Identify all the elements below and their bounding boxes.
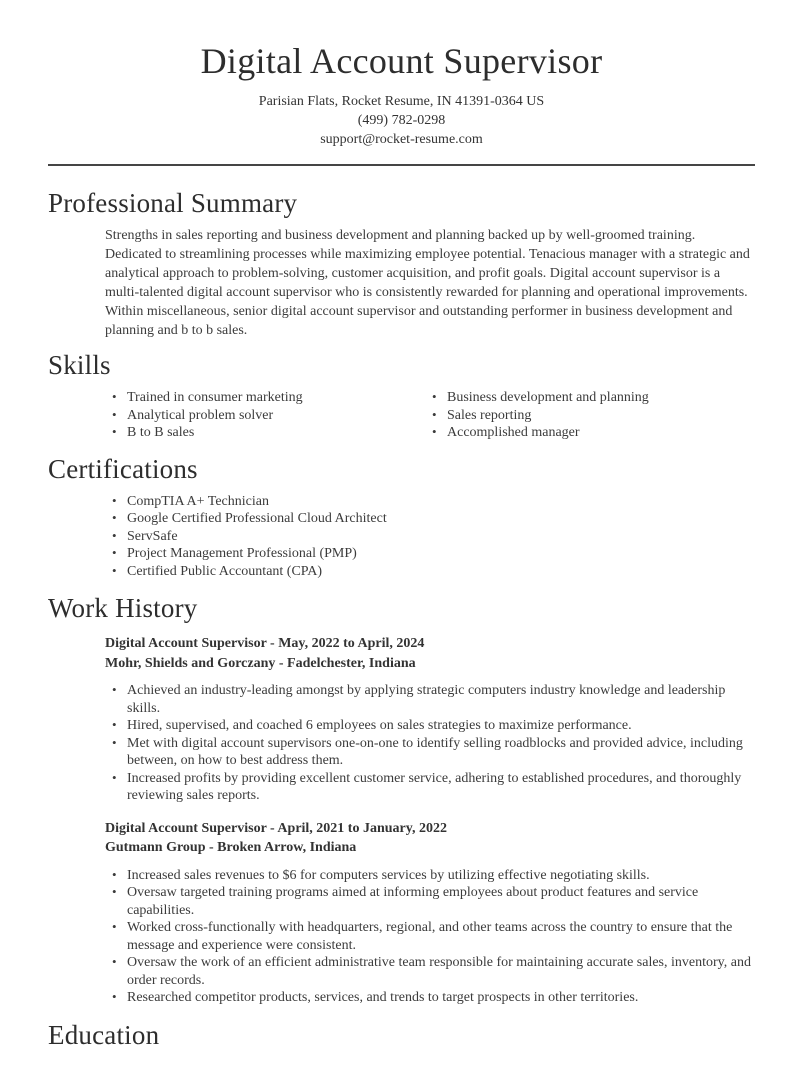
header-divider [48,164,755,166]
contact-info [48,92,755,149]
list-item: • Sales reporting [425,407,755,425]
list-item: • Achieved an industry-leading amongst by applying strategic computers industry knowledge and leadership skills. [105,682,755,717]
job-entry [48,819,755,1007]
section-skills [48,350,755,442]
job-title: Digital Account Supervisor - April, 2021 to January, 2022 [105,820,447,836]
contact-address: Parisian Flats, Rocket Resume, IN 41391-0364 US [258,94,545,109]
resume-title: Digital Account Supervisor [200,41,603,81]
professional-summary-text: Strengths in sales reporting and business development and planning backed up by well-groomed training. Dedicated to streamlining processes while maximizing employee potential. Tenacious manager with a strategic and analytical approach to problem-solving, customer acquisition, and profit goals. Digital account supervisor is a multi-talented digital account supervisor who is consistently rewarded for planning and operational improvements. Within miscellaneous, senior digital account supervisor and outstanding performer in business development and planning and b to b sales. [105,228,750,338]
list-item: • Worked cross-functionally with headquarters, regional, and other teams across the country to ensure that the message and experience were consistent. [105,919,755,954]
job-entry [48,634,755,805]
certifications-heading: Certifications [48,453,198,484]
list-item: • Researched competitor products, services, and trends to target prospects in other territories. [105,989,755,1007]
professional-summary-heading: Professional Summary [48,188,298,218]
list-item: • Trained in consumer marketing [105,389,425,407]
job-header [105,634,755,673]
contact-phone: (499) 782-0298 [357,113,446,128]
skills-heading: Skills [48,350,111,380]
skills-list-right [425,389,755,442]
skills-list-left [105,389,425,442]
job-company: Mohr, Shields and Gorczany - Fadelchester, Indiana [105,655,416,671]
list-item: • B to B sales [105,424,425,442]
section-professional-summary [48,188,755,340]
list-item: • Business development and planning [425,389,755,407]
job-header [105,819,755,858]
certifications-list [105,493,755,581]
list-item: • Google Certified Professional Cloud Architect [105,510,755,528]
list-item: • Increased sales revenues to $6 for computers services by utilizing effective negotiating skills. [105,867,755,885]
contact-email: support@rocket-resume.com [320,132,483,147]
education-heading: Education [48,1019,160,1050]
list-item: • Oversaw the work of an efficient administrative team responsible for maintaining accurate sales, inventory, and order records. [105,954,755,989]
list-item: • Oversaw targeted training programs aimed at informing employees about product features and service capabilities. [105,884,755,919]
job-company: Gutmann Group - Broken Arrow, Indiana [105,840,357,855]
skills-columns [105,389,755,442]
job-title: Digital Account Supervisor - May, 2022 to April, 2024 [105,636,425,651]
list-item: • Analytical problem solver [105,407,425,425]
list-item: • ServSafe [105,528,755,546]
list-item: • Certified Public Accountant (CPA) [105,563,755,581]
list-item: • Hired, supervised, and coached 6 employees on sales strategies to maximize performance. [105,717,755,735]
section-certifications [48,454,755,581]
list-item: • Met with digital account supervisors one-on-one to identify selling roadblocks and provided advice, including between, on how to best address them. [105,735,755,770]
list-item: • Accomplished manager [425,424,755,442]
resume-header [48,40,755,149]
section-work-history [48,593,755,1007]
list-item: • Increased profits by providing excellent customer service, adhering to established procedures, and thoroughly reviewing sales reports. [105,770,755,805]
job-bullet-list [105,867,755,1007]
resume-page [0,40,800,1050]
work-history-heading: Work History [48,593,198,623]
job-bullet-list [105,682,755,805]
list-item: • CompTIA A+ Technician [105,493,755,511]
list-item: • Project Management Professional (PMP) [105,545,755,563]
